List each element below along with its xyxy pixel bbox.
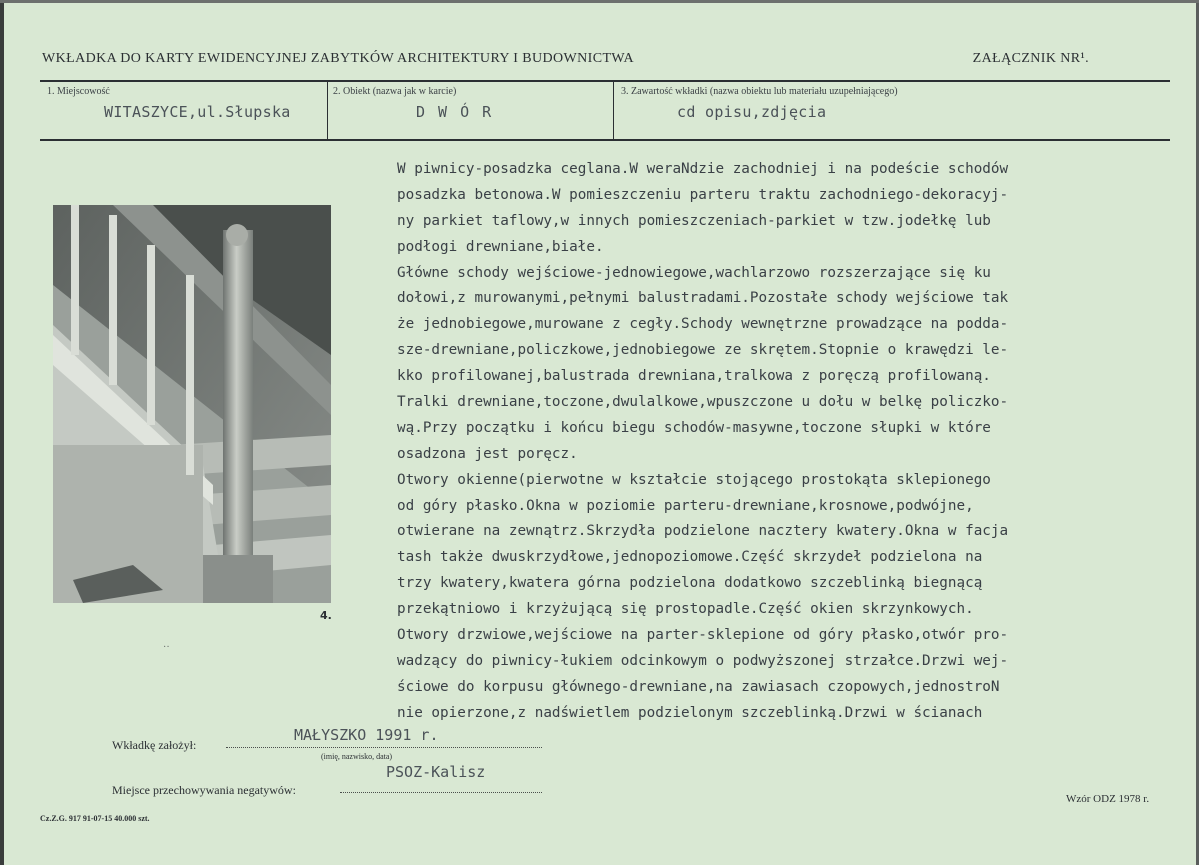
author-hint: (imię, nazwisko, data) xyxy=(321,752,393,761)
locality-value: WITASZYCE,ul.Słupska xyxy=(104,103,291,121)
author-value: MAŁYSZKO 1991 r. xyxy=(294,726,439,744)
description-line: kko profilowanej,balustrada drewniana,tralkowa z poręczą profilowaną. xyxy=(397,368,991,385)
description-line: Otwory okienne(pierwotne w kształcie stojącego prostokąta sklepionego xyxy=(397,471,991,488)
print-code: Cz.Z.G. 917 91-07-15 40.000 szt. xyxy=(40,814,150,823)
object-value: D W Ó R xyxy=(416,103,494,121)
description-line: wadzący do piwnicy-łukiem odcinkowym o podwyższonej strzałce.Drzwi wej- xyxy=(397,652,1009,669)
description-line: posadzka betonowa.W pomieszczeniu parteru traktu zachodniego-dekoracyj- xyxy=(397,186,1009,203)
description-text xyxy=(397,157,1117,727)
scan-edge-top xyxy=(0,0,1199,3)
description-line: tash także dwuskrzydłowe,jednopoziomowe.Część skrzydeł podzielona na xyxy=(397,549,983,566)
description-line: ny parkiet taflowy,w innych pomieszczeniach-parkiet w tzw.jodełkę lub xyxy=(397,212,991,229)
description-line: przekątniowo i krzyżującą się prostopadle.Część okien skrzynkowych. xyxy=(397,601,974,618)
description-line: Główne schody wejściowe-jednowiegowe,wachlarzowo rozszerzające się ku xyxy=(397,264,991,281)
header-rule xyxy=(40,80,1170,82)
description-line: osadzona jest poręcz. xyxy=(397,445,578,462)
object-label: 2. Obiekt (nazwa jak w karcie) xyxy=(333,86,457,97)
fields-rule xyxy=(40,139,1170,141)
scan-edge-left xyxy=(0,0,4,865)
contents-label: 3. Zawartość wkładki (nazwa obiektu lub materiału uzupełniającego) xyxy=(621,86,898,97)
description-line: W piwnicy-posadzka ceglana.W weraNdzie zachodniej i na podeście schodów xyxy=(397,161,1009,177)
locality-label: 1. Miejscowość xyxy=(47,86,110,97)
photo-number: 4. xyxy=(320,609,332,622)
staircase-photo-drawing xyxy=(53,205,331,603)
description-line: ściowe do korpusu głównego-drewniane,na zawiasach czopowych,jednostroN xyxy=(397,678,1000,695)
description-line: nie opierzone,z nadświetlem podzielonym szczeblinką.Drzwi w ścianach xyxy=(397,704,983,721)
description-line: podłogi drewniane,białe. xyxy=(397,238,604,255)
annex-number: ZAŁĄCZNIK NR¹. xyxy=(972,51,1089,66)
description-line: wą.Przy początku i końcu biegu schodów-masywne,toczone słupki w które xyxy=(397,419,991,436)
description-line: sze-drewniane,policzkowe,jednobiegowe ze skrętem.Stopnie o krawędzi le- xyxy=(397,342,1009,359)
description-line: trzy kwatery,kwatera górna podzielona dodatkowo szczeblinką biegnącą xyxy=(397,575,983,592)
storage-label: Miejsce przechowywania negatywów: xyxy=(112,783,296,797)
field-divider-1 xyxy=(327,81,328,139)
form-title: WKŁADKA DO KARTY EWIDENCYJNEJ ZABYTKÓW ARCHITEKTURY I BUDOWNICTWA xyxy=(42,51,634,66)
description-line: że jednobiegowe,murowane z cegły.Schody wewnętrzne prowadzące na podda- xyxy=(397,316,1009,333)
template-code: Wzór ODZ 1978 r. xyxy=(1066,793,1150,805)
storage-value: PSOZ-Kalisz xyxy=(386,763,486,781)
field-divider-2 xyxy=(613,81,614,139)
description-line: Otwory drzwiowe,wejściowe na parter-sklepione od góry płasko,otwór pro- xyxy=(397,627,1009,644)
description-line: Tralki drewniane,toczone,dwulalkowe,wpuszczone u dołu w belkę policzko- xyxy=(397,394,1009,411)
description-line: otwierane na zewnątrz.Skrzydła podzielone nacztery kwatery.Okna w facja xyxy=(397,523,1009,540)
storage-line xyxy=(340,792,542,793)
author-label: Wkładkę założył: xyxy=(112,738,197,752)
margin-mark: ·· xyxy=(163,642,170,653)
description-line: od góry płasko.Okna w poziomie parteru-drewniane,krosnowe,podwójne, xyxy=(397,497,974,514)
description-line: dołowi,z murowanymi,pełnymi balustradami.Pozostałe schody wejściowe tak xyxy=(397,290,1009,307)
contents-value: cd opisu,zdjęcia xyxy=(677,103,827,121)
author-line xyxy=(226,747,542,748)
staircase-photo xyxy=(53,205,331,603)
